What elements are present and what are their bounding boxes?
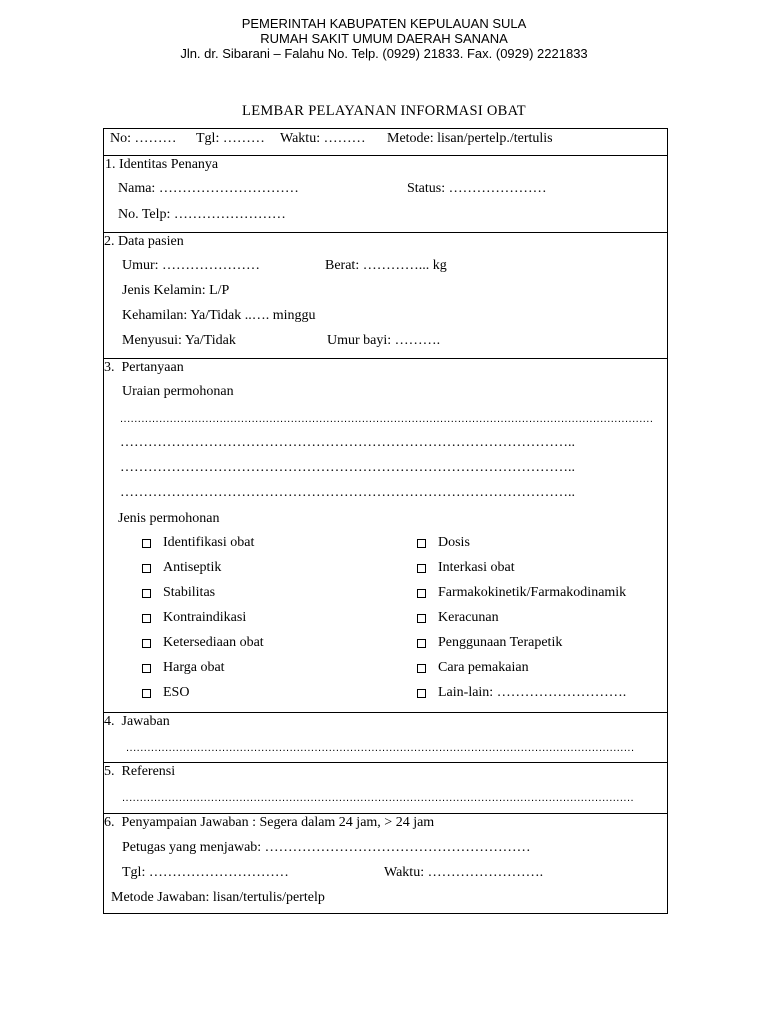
uraian-line-2[interactable]: ……………………………………………………………………………………..	[120, 435, 575, 450]
field-petugas[interactable]: Petugas yang menjawab: …………………………………………………	[122, 840, 531, 855]
option-interkasi-obat: Interkasi obat	[438, 560, 515, 575]
uraian-label: Uraian permohonan	[122, 384, 234, 399]
field-jenis-kelamin[interactable]: Jenis Kelamin: L/P	[122, 283, 230, 298]
section-penyampaian-jawaban	[104, 813, 667, 913]
field-no[interactable]: No: ………	[110, 131, 177, 146]
field-waktu-jawaban[interactable]: Waktu: …………………….	[384, 865, 544, 880]
field-nama[interactable]: Nama: …………………………	[118, 181, 299, 196]
field-status[interactable]: Status: …………………	[407, 181, 547, 196]
checkbox-dosis[interactable]	[417, 539, 426, 548]
pasien-heading: 2. Data pasien	[104, 234, 184, 249]
field-waktu[interactable]: Waktu: ………	[280, 131, 366, 146]
form-table	[103, 128, 668, 914]
jawaban-heading: 4. Jawaban	[104, 714, 170, 729]
option-eso: ESO	[163, 685, 190, 700]
checkbox-farmakokinetik[interactable]	[417, 589, 426, 598]
option-antiseptik: Antiseptik	[163, 560, 222, 575]
field-tgl[interactable]: Tgl: ………	[196, 131, 265, 146]
uraian-line-1[interactable]: ......................................................................................................................................................	[120, 413, 654, 425]
section-pertanyaan	[104, 358, 667, 713]
checkbox-lain-lain[interactable]	[417, 689, 426, 698]
option-keracunan: Keracunan	[438, 610, 499, 625]
referensi-line[interactable]: ................................................................................................................................................	[122, 792, 635, 804]
letterhead-hospital: RUMAH SAKIT UMUM DAERAH SANANA	[260, 31, 508, 46]
field-metode[interactable]: Metode: lisan/pertelp./tertulis	[387, 131, 553, 146]
checkbox-ketersediaan-obat[interactable]	[142, 639, 151, 648]
field-umur-bayi[interactable]: Umur bayi: ……….	[327, 333, 441, 348]
jenis-permohonan-label: Jenis permohonan	[118, 511, 220, 526]
field-tgl-jawaban[interactable]: Tgl: …………………………	[122, 865, 289, 880]
field-metode-jawaban[interactable]: Metode Jawaban: lisan/tertulis/pertelp	[111, 890, 325, 905]
option-penggunaan-terapetik: Penggunaan Terapetik	[438, 635, 563, 650]
section-data-pasien	[104, 232, 667, 359]
field-no-telp[interactable]: No. Telp: ……………………	[118, 207, 286, 222]
checkbox-interkasi-obat[interactable]	[417, 564, 426, 573]
option-harga-obat: Harga obat	[163, 660, 225, 675]
uraian-line-4[interactable]: ……………………………………………………………………………………..	[120, 485, 575, 500]
field-menyusui[interactable]: Menyusui: Ya/Tidak	[122, 333, 236, 348]
letterhead-address: Jln. dr. Sibarani – Falahu No. Telp. (0929) 21833. Fax. (0929) 2221833	[180, 46, 588, 61]
letterhead-government: PEMERINTAH KABUPATEN KEPULAUAN SULA	[241, 16, 527, 31]
option-ketersediaan-obat: Ketersediaan obat	[163, 635, 264, 650]
checkbox-penggunaan-terapetik[interactable]	[417, 639, 426, 648]
option-lain-lain: Lain-lain: ……………………….	[438, 685, 627, 700]
checkbox-identifikasi-obat[interactable]	[142, 539, 151, 548]
checkbox-cara-pemakaian[interactable]	[417, 664, 426, 673]
penyampaian-heading: 6. Penyampaian Jawaban : Segera dalam 24 jam, > 24 jam	[104, 815, 435, 830]
referensi-heading: 5. Referensi	[104, 764, 176, 779]
checkbox-stabilitas[interactable]	[142, 589, 151, 598]
section-jawaban	[104, 712, 667, 763]
checkbox-harga-obat[interactable]	[142, 664, 151, 673]
option-cara-pemakaian: Cara pemakaian	[438, 660, 529, 675]
checkbox-kontraindikasi[interactable]	[142, 614, 151, 623]
option-stabilitas: Stabilitas	[163, 585, 216, 600]
checkbox-eso[interactable]	[142, 689, 151, 698]
pertanyaan-heading: 3. Pertanyaan	[104, 360, 184, 375]
field-umur[interactable]: Umur: …………………	[122, 258, 261, 273]
section-referensi	[104, 762, 667, 814]
jawaban-line[interactable]: ...............................................................................................................................................	[126, 742, 635, 754]
option-farmakokinetik: Farmakokinetik/Farmakodinamik	[438, 585, 627, 600]
uraian-line-3[interactable]: ……………………………………………………………………………………..	[120, 460, 575, 475]
checkbox-keracunan[interactable]	[417, 614, 426, 623]
checkbox-antiseptik[interactable]	[142, 564, 151, 573]
identitas-heading: 1. Identitas Penanya	[105, 157, 219, 172]
option-identifikasi-obat: Identifikasi obat	[163, 535, 255, 550]
option-kontraindikasi: Kontraindikasi	[163, 610, 247, 625]
section-top-row	[104, 129, 667, 156]
option-dosis: Dosis	[438, 535, 470, 550]
document-title: LEMBAR PELAYANAN INFORMASI OBAT	[242, 103, 526, 119]
field-berat[interactable]: Berat: …………... kg	[325, 258, 447, 273]
section-identitas	[104, 155, 667, 233]
field-kehamilan[interactable]: Kehamilan: Ya/Tidak ..…. minggu	[122, 308, 316, 323]
